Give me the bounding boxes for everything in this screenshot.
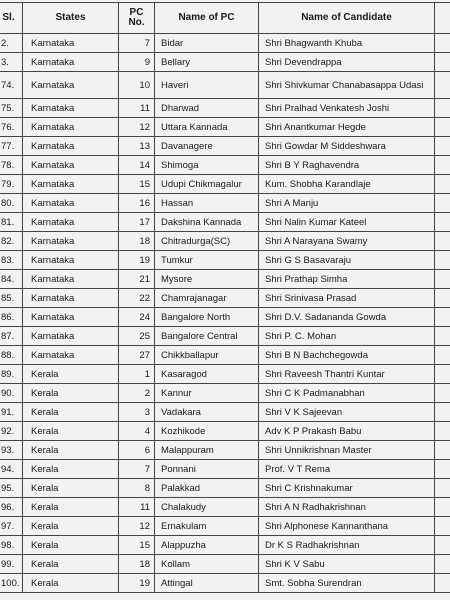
cell-sl: 95. [0, 479, 23, 498]
header-pc-no: PC No. [119, 3, 155, 34]
table-row [0, 479, 450, 498]
header-candidate: Name of Candidate [259, 3, 435, 34]
table-row [0, 194, 450, 213]
cell-candidate: Shri A Manju [259, 194, 435, 213]
candidate-table [0, 2, 450, 593]
cell-pc-name: Kannur [155, 384, 259, 403]
cell-sl: 98. [0, 536, 23, 555]
cell-sl: 100. [0, 574, 23, 593]
cell-state: Karnataka [23, 99, 119, 118]
table-row [0, 536, 450, 555]
cell-pc-name: Palakkad [155, 479, 259, 498]
table-row [0, 517, 450, 536]
cell-state: Karnataka [23, 175, 119, 194]
cell-extra [435, 251, 450, 270]
table-row [0, 175, 450, 194]
cell-pc-no: 24 [119, 308, 155, 327]
cell-pc-no: 7 [119, 460, 155, 479]
table-row [0, 289, 450, 308]
cell-extra [435, 53, 450, 72]
cell-pc-no: 22 [119, 289, 155, 308]
cell-candidate: Prof. V T Rema [259, 460, 435, 479]
table-row [0, 213, 450, 232]
cell-state: Karnataka [23, 213, 119, 232]
cell-extra [435, 137, 450, 156]
cell-sl: 83. [0, 251, 23, 270]
cell-sl: 76. [0, 118, 23, 137]
cell-extra [435, 72, 450, 99]
cell-candidate: Shri B N Bachchegowda [259, 346, 435, 365]
cell-sl: 2. [0, 34, 23, 53]
cell-pc-name: Kollam [155, 555, 259, 574]
cell-state: Karnataka [23, 308, 119, 327]
cell-pc-no: 10 [119, 72, 155, 99]
table-row [0, 270, 450, 289]
cell-state: Karnataka [23, 346, 119, 365]
cell-sl: 77. [0, 137, 23, 156]
cell-sl: 92. [0, 422, 23, 441]
cell-sl: 78. [0, 156, 23, 175]
cell-pc-name: Bidar [155, 34, 259, 53]
cell-sl: 88. [0, 346, 23, 365]
cell-pc-no: 17 [119, 213, 155, 232]
cell-sl: 94. [0, 460, 23, 479]
cell-pc-name: Bangalore North [155, 308, 259, 327]
cell-candidate: Smt. Sobha Surendran [259, 574, 435, 593]
cell-pc-no: 13 [119, 137, 155, 156]
cell-pc-no: 12 [119, 517, 155, 536]
cell-state: Karnataka [23, 156, 119, 175]
cell-extra [435, 498, 450, 517]
cell-state: Kerala [23, 517, 119, 536]
cell-pc-no: 8 [119, 479, 155, 498]
table-row [0, 498, 450, 517]
cell-candidate: Shri V K Sajeevan [259, 403, 435, 422]
cell-candidate: Shri Shivkumar Chanabasappa Udasi [259, 72, 435, 99]
cell-candidate: Shri C K Padmanabhan [259, 384, 435, 403]
cell-extra [435, 460, 450, 479]
cell-pc-name: Chitradurga(SC) [155, 232, 259, 251]
cell-pc-no: 7 [119, 34, 155, 53]
table-row [0, 422, 450, 441]
table-row [0, 156, 450, 175]
cell-extra [435, 194, 450, 213]
cell-extra [435, 536, 450, 555]
cell-sl: 85. [0, 289, 23, 308]
cell-sl: 87. [0, 327, 23, 346]
table-row [0, 99, 450, 118]
header-state: States [23, 3, 119, 34]
table-body [0, 34, 450, 593]
cell-extra [435, 99, 450, 118]
cell-extra [435, 517, 450, 536]
cell-pc-no: 16 [119, 194, 155, 213]
cell-candidate: Shri Srinivasa Prasad [259, 289, 435, 308]
cell-sl: 3. [0, 53, 23, 72]
cell-pc-name: Haveri [155, 72, 259, 99]
cell-state: Kerala [23, 403, 119, 422]
cell-state: Kerala [23, 498, 119, 517]
cell-pc-name: Attingal [155, 574, 259, 593]
cell-pc-name: Bangalore Central [155, 327, 259, 346]
cell-candidate: Dr K S Radhakrishnan [259, 536, 435, 555]
cell-extra [435, 327, 450, 346]
cell-candidate: Shri Devendrappa [259, 53, 435, 72]
cell-sl: 97. [0, 517, 23, 536]
table-row [0, 555, 450, 574]
cell-state: Karnataka [23, 251, 119, 270]
cell-pc-name: Tumkur [155, 251, 259, 270]
cell-pc-name: Alappuzha [155, 536, 259, 555]
cell-pc-name: Dharwad [155, 99, 259, 118]
cell-pc-no: 12 [119, 118, 155, 137]
cell-candidate: Shri Alphonese Kannanthana [259, 517, 435, 536]
cell-pc-name: Udupi Chikmagalur [155, 175, 259, 194]
table-row [0, 365, 450, 384]
table-row [0, 574, 450, 593]
cell-pc-name: Shimoga [155, 156, 259, 175]
cell-extra [435, 479, 450, 498]
cell-pc-name: Dakshina Kannada [155, 213, 259, 232]
cell-pc-no: 11 [119, 99, 155, 118]
cell-state: Karnataka [23, 194, 119, 213]
cell-candidate: Shri Anantkumar Hegde [259, 118, 435, 137]
cell-pc-no: 11 [119, 498, 155, 517]
cell-candidate: Kum. Shobha Karandlaje [259, 175, 435, 194]
table-row [0, 327, 450, 346]
cell-sl: 91. [0, 403, 23, 422]
cell-sl: 86. [0, 308, 23, 327]
cell-sl: 74. [0, 72, 23, 99]
cell-extra [435, 403, 450, 422]
cell-extra [435, 422, 450, 441]
table-header-row [0, 3, 450, 34]
cell-pc-no: 3 [119, 403, 155, 422]
cell-pc-name: Hassan [155, 194, 259, 213]
cell-pc-no: 6 [119, 441, 155, 460]
cell-pc-name: Chamrajanagar [155, 289, 259, 308]
cell-extra [435, 365, 450, 384]
cell-sl: 79. [0, 175, 23, 194]
table-row [0, 346, 450, 365]
cell-candidate: Adv K P Prakash Babu [259, 422, 435, 441]
cell-sl: 80. [0, 194, 23, 213]
cell-state: Kerala [23, 479, 119, 498]
cell-sl: 82. [0, 232, 23, 251]
table-row [0, 441, 450, 460]
cell-pc-name: Vadakara [155, 403, 259, 422]
cell-candidate: Shri D.V. Sadananda Gowda [259, 308, 435, 327]
cell-pc-name: Mysore [155, 270, 259, 289]
cell-state: Kerala [23, 365, 119, 384]
cell-candidate: Shri Prathap Simha [259, 270, 435, 289]
cell-candidate: Shri B Y Raghavendra [259, 156, 435, 175]
cell-extra [435, 270, 450, 289]
cell-pc-no: 9 [119, 53, 155, 72]
cell-candidate: Shri Unnikrishnan Master [259, 441, 435, 460]
cell-extra [435, 156, 450, 175]
cell-extra [435, 34, 450, 53]
cell-pc-no: 19 [119, 251, 155, 270]
cell-pc-name: Ponnani [155, 460, 259, 479]
cell-candidate: Shri Pralhad Venkatesh Joshi [259, 99, 435, 118]
cell-pc-name: Kasaragod [155, 365, 259, 384]
cell-sl: 84. [0, 270, 23, 289]
cell-state: Kerala [23, 555, 119, 574]
cell-extra [435, 175, 450, 194]
cell-state: Karnataka [23, 34, 119, 53]
cell-sl: 93. [0, 441, 23, 460]
cell-pc-no: 21 [119, 270, 155, 289]
cell-state: Karnataka [23, 270, 119, 289]
header-sl: Sl. [0, 3, 23, 34]
cell-pc-name: Bellary [155, 53, 259, 72]
cell-extra [435, 213, 450, 232]
cell-extra [435, 555, 450, 574]
cell-candidate: Shri Raveesh Thantri Kuntar [259, 365, 435, 384]
cell-pc-no: 27 [119, 346, 155, 365]
cell-candidate: Shri G S Basavaraju [259, 251, 435, 270]
cell-sl: 99. [0, 555, 23, 574]
cell-pc-name: Uttara Kannada [155, 118, 259, 137]
cell-pc-name: Chikkballapur [155, 346, 259, 365]
cell-extra [435, 346, 450, 365]
cell-state: Kerala [23, 460, 119, 479]
cell-state: Kerala [23, 441, 119, 460]
cell-pc-name: Ernakulam [155, 517, 259, 536]
cell-pc-no: 14 [119, 156, 155, 175]
cell-candidate: Shri C Krishnakumar [259, 479, 435, 498]
cell-pc-name: Chalakudy [155, 498, 259, 517]
header-extra [435, 3, 450, 34]
cell-candidate: Shri Nalin Kumar Kateel [259, 213, 435, 232]
cell-sl: 75. [0, 99, 23, 118]
cell-pc-no: 18 [119, 555, 155, 574]
cell-state: Kerala [23, 384, 119, 403]
cell-pc-no: 1 [119, 365, 155, 384]
cell-pc-name: Davanagere [155, 137, 259, 156]
cell-extra [435, 289, 450, 308]
cell-pc-no: 19 [119, 574, 155, 593]
cell-extra [435, 118, 450, 137]
cell-state: Kerala [23, 422, 119, 441]
cell-state: Kerala [23, 536, 119, 555]
cell-state: Karnataka [23, 137, 119, 156]
table-row [0, 34, 450, 53]
cell-extra [435, 308, 450, 327]
cell-sl: 90. [0, 384, 23, 403]
table-row [0, 251, 450, 270]
cell-state: Kerala [23, 574, 119, 593]
header-pc-name: Name of PC [155, 3, 259, 34]
cell-pc-name: Malappuram [155, 441, 259, 460]
cell-extra [435, 574, 450, 593]
cell-state: Karnataka [23, 232, 119, 251]
cell-sl: 89. [0, 365, 23, 384]
table-row [0, 53, 450, 72]
cell-extra [435, 232, 450, 251]
cell-pc-no: 18 [119, 232, 155, 251]
table-row [0, 232, 450, 251]
cell-pc-no: 25 [119, 327, 155, 346]
cell-extra [435, 441, 450, 460]
table-row [0, 118, 450, 137]
cell-pc-no: 15 [119, 175, 155, 194]
cell-state: Karnataka [23, 289, 119, 308]
cell-pc-no: 2 [119, 384, 155, 403]
cell-pc-name: Kozhikode [155, 422, 259, 441]
cell-pc-no: 4 [119, 422, 155, 441]
cell-state: Karnataka [23, 327, 119, 346]
cell-candidate: Shri P. C. Mohan [259, 327, 435, 346]
cell-state: Karnataka [23, 72, 119, 99]
table-row [0, 72, 450, 99]
table-row [0, 403, 450, 422]
cell-candidate: Shri K V Sabu [259, 555, 435, 574]
cell-pc-no: 15 [119, 536, 155, 555]
cell-extra [435, 384, 450, 403]
table-row [0, 137, 450, 156]
cell-candidate: Shri A N Radhakrishnan [259, 498, 435, 517]
table-row [0, 384, 450, 403]
cell-candidate: Shri A Narayana Swamy [259, 232, 435, 251]
cell-sl: 96. [0, 498, 23, 517]
table-row [0, 308, 450, 327]
table-row [0, 460, 450, 479]
cell-state: Karnataka [23, 118, 119, 137]
cell-sl: 81. [0, 213, 23, 232]
cell-candidate: Shri Bhagwanth Khuba [259, 34, 435, 53]
cell-candidate: Shri Gowdar M Siddeshwara [259, 137, 435, 156]
cell-state: Karnataka [23, 53, 119, 72]
